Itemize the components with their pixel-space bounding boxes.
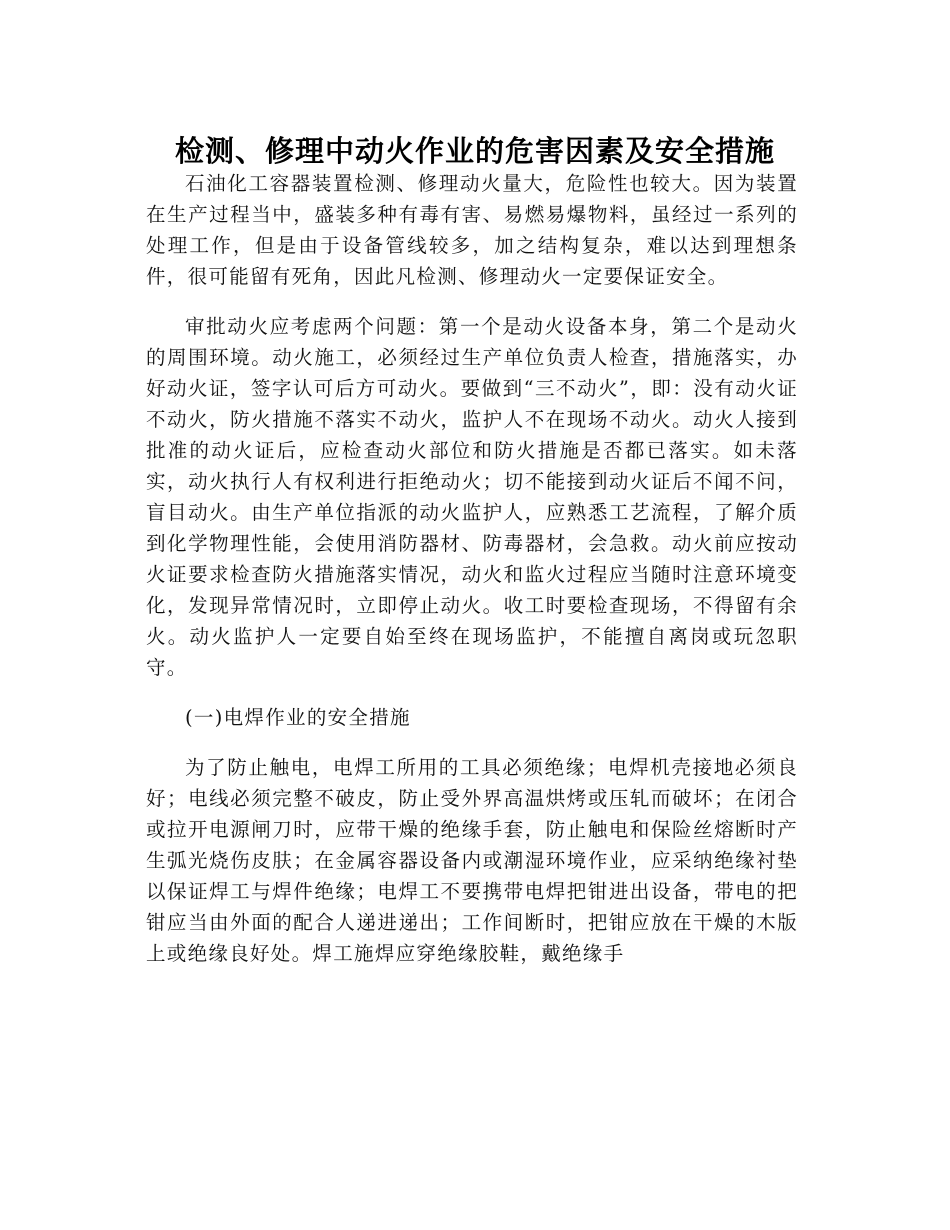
document-body	[146, 168, 798, 969]
section-heading: (一)电焊作业的安全措施	[185, 706, 411, 729]
document-title: 检测、修理中动火作业的危害因素及安全措施	[174, 134, 775, 169]
paragraph-intro: 石油化工容器装置检测、修理动火量大，危险性也较大。因为装置在生产过程当中，盛装多种有毒有害、易燃易爆物料，虽经过一系列的处理工作，但是由于设备管线较多，加之结构复杂，难以达到理想条件，很可能留有死角，因此凡检测、修理动火一定要保证安全。	[146, 172, 798, 288]
paragraph-welding-safety: 为了防止触电，电焊工所用的工具必须绝缘；电焊机壳接地必须良好；电线必须完整不破皮，防止受外界高温烘烤或压轧而破坏；在闭合或拉开电源闸刀时，应带干燥的绝缘手套，防止触电和保险丝熔断时产生弧光烧伤皮肤；在金属容器设备内或潮湿环境作业，应采纳绝缘衬垫以保证焊工与焊件绝缘；电焊工不要携带电焊把钳进出设备，带电的把钳应当由外面的配合人递进递出；工作间断时，把钳应放在干燥的木版上或绝缘良好处。焊工施焊应穿绝缘胶鞋，戴绝缘手	[146, 756, 798, 965]
paragraph-approval: 审批动火应考虑两个问题：第一个是动火设备本身，第二个是动火的周围环境。动火施工，必须经过生产单位负责人检查，措施落实，办好动火证，签字认可后方可动火。要做到“三不动火”，即：没有动火证不动火，防火措施不落实不动火，监护人不在现场不动火。动火人接到批准的动火证后，应检查动火部位和防火措施是否都已落实。如未落实，动火执行人有权利进行拒绝动火；切不能接到动火证后不闻不问，盲目动火。由生产单位指派的动火监护人，应熟悉工艺流程，了解介质到化学物理性能，会使用消防器材、防毒器材，会急救。动火前应按动火证要求检查防火措施落实情况，动火和监火过程应当随时注意环境变化，发现异常情况时，立即停止动火。收工时要检查现场，不得留有余火。动火监护人一定要自始至终在现场监护，不能擅自离岗或玩忽职守。	[146, 315, 798, 679]
